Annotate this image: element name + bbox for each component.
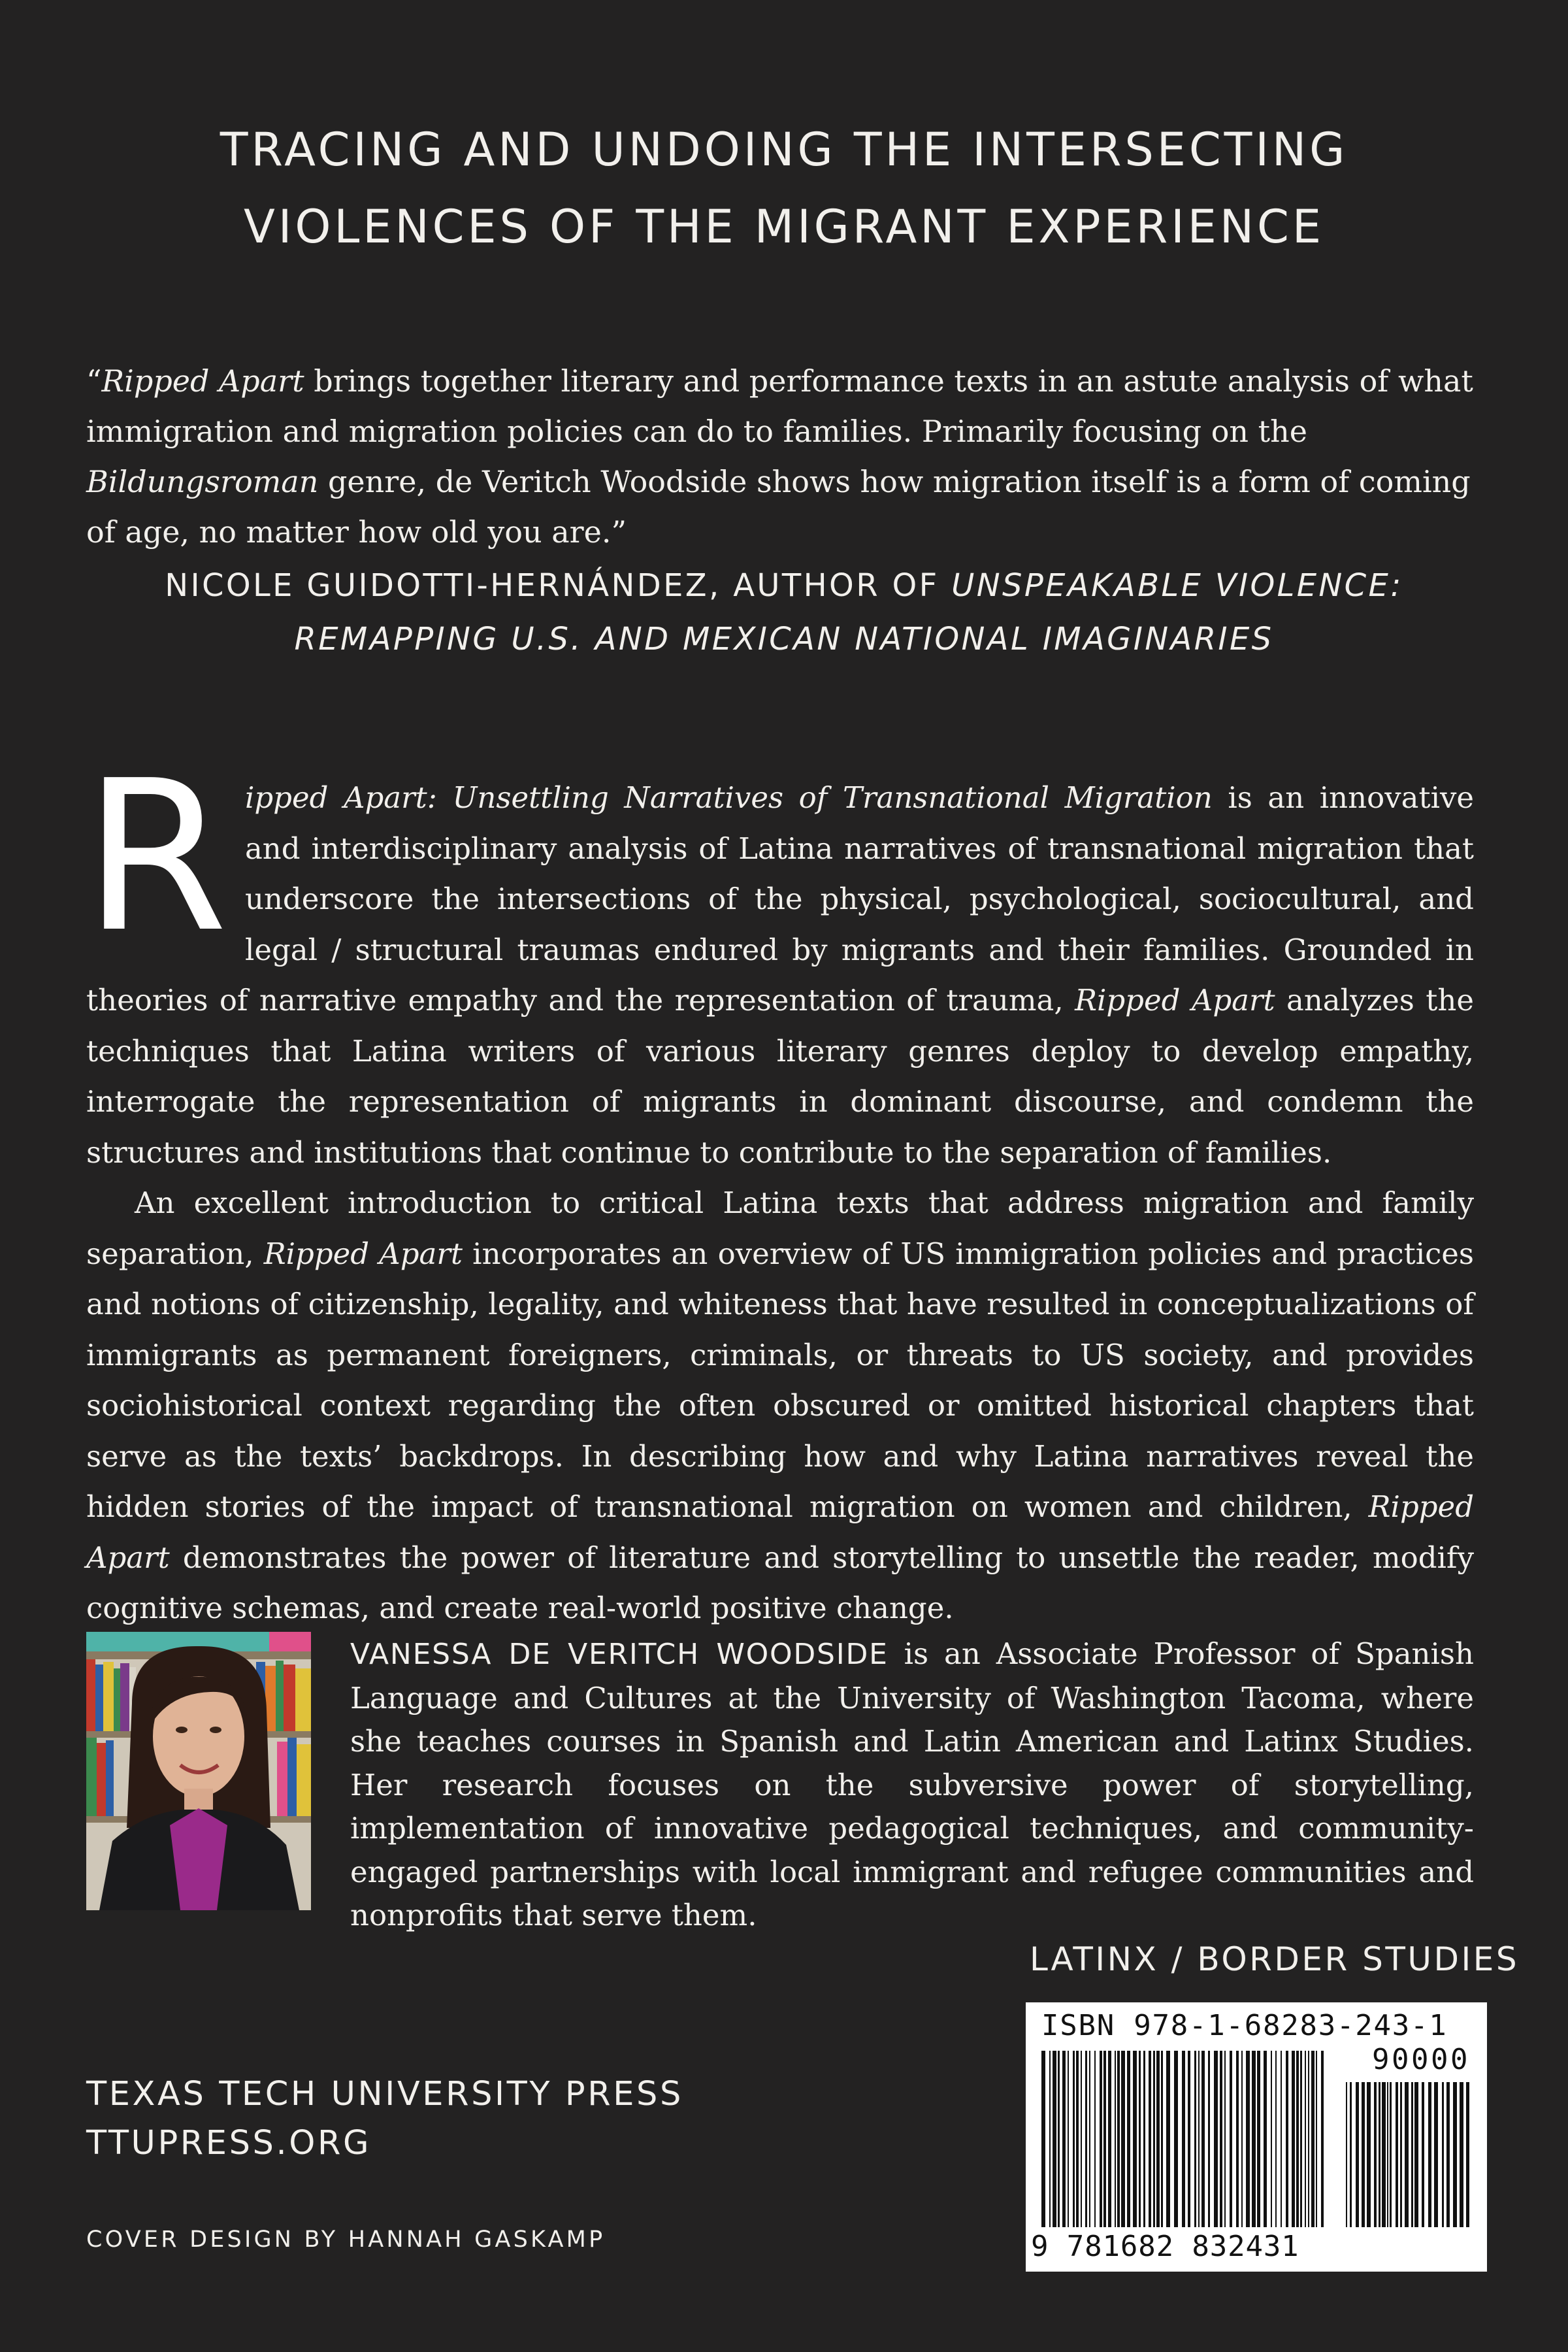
barcode-bar	[1281, 2051, 1282, 2227]
barcode-bar	[1264, 2051, 1267, 2227]
barcode-bar	[1156, 2051, 1160, 2227]
barcode-bar	[1161, 2051, 1163, 2227]
barcode-bar	[1089, 2051, 1090, 2227]
barcode-bar	[1275, 2051, 1277, 2227]
barcode-bar	[1379, 2082, 1380, 2227]
barcode-bar	[1296, 2051, 1299, 2227]
barcode-bar	[1058, 2051, 1060, 2227]
barcode-bar	[1396, 2082, 1398, 2227]
barcode-bar	[1305, 2051, 1306, 2227]
endorsement-quote	[86, 356, 1482, 557]
barcode-bar	[1085, 2051, 1087, 2227]
barcode-bar	[1049, 2051, 1051, 2227]
barcode-bar	[1214, 2051, 1218, 2227]
barcode-bar	[1411, 2082, 1413, 2227]
barcode-bar	[1073, 2051, 1075, 2227]
barcode-bar	[1182, 2051, 1185, 2227]
barcode-bar	[1422, 2082, 1424, 2227]
barcode-bar	[1198, 2051, 1200, 2227]
barcode-bar	[1041, 2051, 1045, 2227]
barcode-bar	[1224, 2051, 1226, 2227]
barcode-bar	[1346, 2082, 1347, 2227]
barcode-bar	[1220, 2051, 1222, 2227]
barcode-bar	[1434, 2082, 1438, 2227]
quote-genre: Bildungsroman	[86, 464, 319, 499]
attribution-author: NICOLE GUIDOTTI-HERNÁNDEZ, AUTHOR OF	[165, 567, 952, 604]
description-book-title: ipped Apart: Unsettling Narratives of Transnational Migration	[244, 780, 1213, 815]
description-paragraph-1	[84, 736, 1475, 1178]
barcode-bar	[1068, 2051, 1069, 2227]
endorsement-attribution	[65, 559, 1503, 666]
barcode-bar	[1127, 2051, 1130, 2227]
barcode-bar	[1308, 2051, 1309, 2227]
barcode-bar	[1117, 2051, 1120, 2227]
barcode-bar	[1390, 2082, 1392, 2227]
author-photo	[86, 1632, 311, 1910]
barcode-bar	[1271, 2051, 1272, 2227]
headline-line-2: VIOLENCES OF THE MIGRANT EXPERIENCE	[244, 200, 1324, 254]
barcode-bar	[1062, 2051, 1066, 2227]
barcode-bar	[1367, 2082, 1371, 2227]
barcode-bar	[1321, 2051, 1324, 2227]
isbn-barcode	[1026, 2002, 1487, 2272]
barcode-bar	[1405, 2082, 1409, 2227]
barcode-bar	[1453, 2082, 1457, 2227]
quote-text-2: genre, de Veritch Woodside shows how migration itself is a form of coming of age, no matter how old you are.”	[86, 464, 1471, 550]
barcode-bar	[1201, 2051, 1205, 2227]
barcode-bar	[1194, 2051, 1196, 2227]
barcode-bar	[1286, 2051, 1288, 2227]
barcode-bar	[1108, 2051, 1111, 2227]
barcode-bar	[1257, 2051, 1260, 2227]
publisher-info	[86, 2070, 683, 2168]
barcode-bar	[1081, 2051, 1082, 2227]
headline-line-1: TRACING AND UNDOING THE INTERSECTING	[220, 123, 1348, 176]
drop-cap: R	[84, 736, 228, 978]
publisher-website[interactable]: TTUPRESS.ORG	[86, 2124, 372, 2162]
barcode-bar	[1466, 2082, 1469, 2227]
barcode-bar	[1311, 2051, 1315, 2227]
barcode-bar	[1188, 2051, 1190, 2227]
book-description	[84, 736, 1475, 1634]
description-p2-text-1: An excellent introduction to critical Latina texts that address migration and family separation,	[86, 1185, 1474, 1271]
barcode-bar	[1094, 2051, 1096, 2227]
description-p1-text-1: is an innovative and interdisciplinary analysis of Latina narratives of transnational migration that underscore the intersections of the physical, psychological, sociocultural, and legal / structural traumas endured by migrants and their families. Grounded in theories of narrative empathy and the representation of trauma,	[86, 780, 1475, 1018]
barcode-bar	[1246, 2051, 1250, 2227]
barcode-bar	[1121, 2051, 1125, 2227]
barcode-bar	[1300, 2051, 1302, 2227]
barcode-bar	[1387, 2082, 1388, 2227]
barcode-bar	[1252, 2051, 1256, 2227]
barcode-bar	[1236, 2051, 1239, 2227]
price-code: 90000	[1371, 2043, 1470, 2076]
barcode-bar	[1053, 2051, 1056, 2227]
description-p2-title-1: Ripped Apart	[263, 1236, 463, 1271]
barcode-bar	[1446, 2082, 1450, 2227]
barcode-bar	[1076, 2051, 1079, 2227]
barcode-bar	[1143, 2051, 1145, 2227]
barcode-bar	[1100, 2051, 1102, 2227]
barcode-bar	[1133, 2051, 1137, 2227]
isbn-label: ISBN 978-1-68283-243-1	[1041, 2009, 1448, 2042]
barcode-bar	[1166, 2051, 1170, 2227]
publisher-name: TEXAS TECH UNIVERSITY PRESS	[86, 2075, 683, 2113]
author-name: VANESSA DE VERITCH WOODSIDE	[350, 1638, 889, 1671]
isbn-digits: 9 781682 832431	[1031, 2230, 1299, 2263]
barcode-bar	[1241, 2051, 1243, 2227]
barcode-bar	[1153, 2051, 1155, 2227]
author-portrait-image	[86, 1632, 311, 1910]
quote-text-1: brings together literary and performance texts in an astute analysis of what immigration and migration policies can do to families. Primarily focusing on the	[86, 363, 1473, 449]
description-p1-text-2: analyzes the techniques that Latina writers of various literary genres deploy to develop empathy, interrogate the representation of migrants in dominant discourse, and condemn the structures and institutions that continue to contribute to the separation of families.	[86, 983, 1475, 1170]
barcode-bars	[1039, 2048, 1474, 2230]
barcode-bar	[1292, 2051, 1295, 2227]
description-p2-text-3: demonstrates the power of literature and storytelling to unsettle the reader, modify cognitive schemas, and create real-world positive change.	[86, 1540, 1474, 1625]
quote-book-title: Ripped Apart	[101, 363, 304, 399]
headline	[0, 111, 1568, 265]
barcode-bar	[1174, 2051, 1178, 2227]
barcode-bar	[1428, 2082, 1431, 2227]
barcode-bar	[1139, 2051, 1141, 2227]
author-bio	[350, 1632, 1474, 1938]
attribution-book-title: UNSPEAKABLE VIOLENCE: REMAPPING U.S. AND MEXICAN NATIONAL IMAGINARIES	[294, 567, 1403, 657]
barcode-bar	[1362, 2082, 1365, 2227]
barcode-bar	[1208, 2051, 1210, 2227]
cover-designer-credit: COVER DESIGN BY HANNAH GASKAMP	[86, 2227, 606, 2253]
quote-open-mark: “	[86, 363, 102, 399]
description-p2-text-2: incorporates an overview of US immigration policies and practices and notions of citizenship, legality, and whiteness that have resulted in conceptualizations of immigrants as permanent foreigners, criminals, or threats to US society, and provides sociohistorical context regarding the often obscured or omitted historical chapters that serve as the texts’ backdrops. In describing how and why Latina narratives reveal the hidden stories of the impact of transnational migration on women and children,	[86, 1236, 1475, 1524]
barcode-bar	[1400, 2082, 1402, 2227]
barcode-bar	[1149, 2051, 1151, 2227]
author-bio-text: is an Associate Professor of Spanish Language and Cultures at the University of Washington Tacoma, where she teaches courses in Spanish and Latin American and Latinx Studies. Her research focuses on the subversive power of storytelling, implementation of innovative pedagogical techniques, and community-engaged partnerships with local immigrant and refugee communities and nonprofits that serve them.	[350, 1636, 1474, 1932]
description-p1-title-2: Ripped Apart	[1075, 983, 1275, 1018]
barcode-bar	[1356, 2082, 1359, 2227]
barcode-bar	[1414, 2082, 1418, 2227]
subject-category: LATINX / BORDER STUDIES	[1030, 1940, 1520, 1978]
barcode-bar	[1350, 2082, 1352, 2227]
barcode-bar	[1230, 2051, 1232, 2227]
barcode-bar	[1442, 2082, 1444, 2227]
description-paragraph-2	[86, 1178, 1474, 1634]
barcode-bar	[1316, 2051, 1317, 2227]
barcode-bar	[1374, 2082, 1377, 2227]
barcode-bar	[1460, 2082, 1463, 2227]
barcode-bar	[1115, 2051, 1116, 2227]
description-p2-title-2: Ripped Apart	[86, 1489, 1474, 1575]
barcode-bar	[1382, 2082, 1386, 2227]
barcode-bar	[1103, 2051, 1106, 2227]
